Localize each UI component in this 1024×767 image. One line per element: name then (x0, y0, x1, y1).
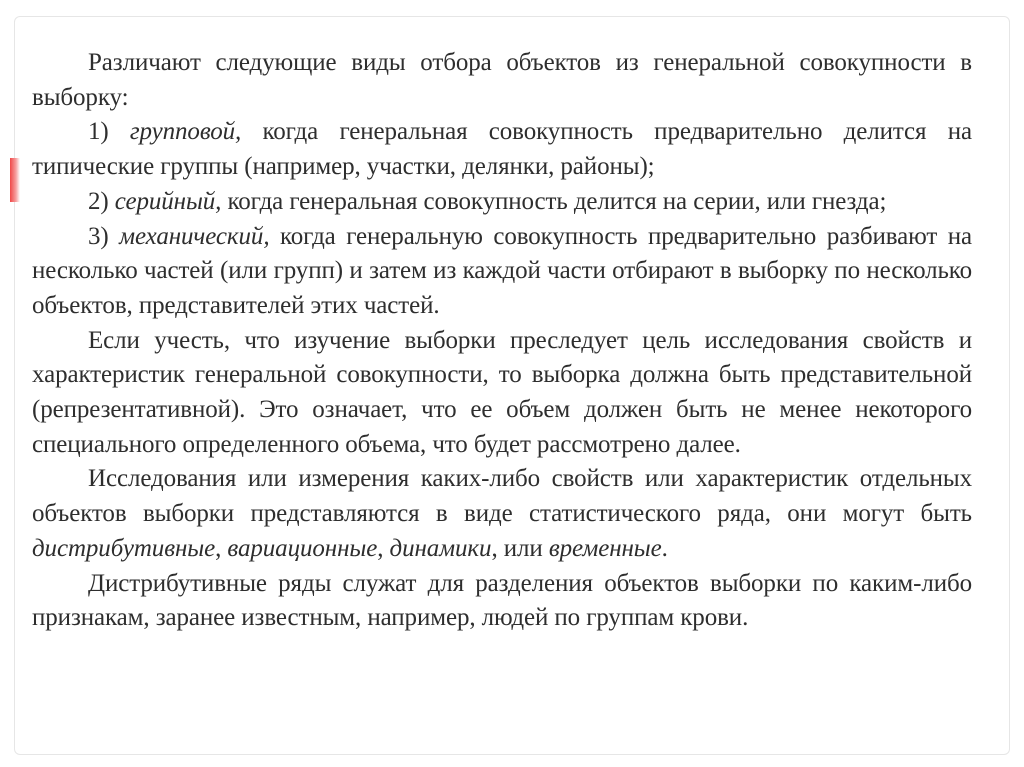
term-temporal: временные (548, 534, 662, 562)
term-distributive: дистрибутивные (32, 534, 216, 562)
term-mechanical: механический, (119, 222, 270, 250)
intro-text: Различают следующие виды отбора объектов из генеральной совокупности в выборку: (32, 49, 972, 111)
item-number: 1) (88, 118, 130, 146)
item-text: когда генеральная совокупность предварительно делится на типические группы (например, участки, делянки, районы); (32, 118, 972, 181)
paragraph-representative (32, 324, 972, 463)
item-number: 3) (88, 222, 120, 250)
accent-mark (10, 158, 20, 202)
separator: , (215, 534, 228, 562)
paragraph-item-mechanical (32, 220, 972, 324)
term-serial: серийный, (114, 187, 222, 215)
distributive-text: Дистрибутивные ряды служат для разделения объектов выборки по каким-либо признакам, заранее известным, например, людей по группам крови. (32, 569, 972, 632)
series-text: Исследования или измерения каких-либо свойств или характеристик отдельных объектов выборки представляются в виде статистического ряда, они могут быть (32, 465, 972, 528)
paragraph-intro (32, 46, 972, 115)
item-text: когда генеральную совокупность предварительно разбивают на несколько частей (или групп) и затем из каждой части отбирают в выборку по несколько объектов, представителей этих частей. (32, 222, 972, 319)
document-body (32, 46, 972, 636)
paragraph-series (32, 462, 972, 566)
paragraph-item-group (32, 115, 972, 184)
paragraph-distributive (32, 567, 972, 636)
term-group: групповой, (129, 118, 242, 146)
separator: , (377, 534, 390, 562)
term-variational: вариационные (227, 534, 378, 562)
period: . (661, 534, 668, 562)
item-text: когда генеральная совокупность делится на серии, или гнезда; (221, 187, 887, 215)
separator: , или (491, 534, 549, 562)
paragraph-item-serial (32, 185, 972, 220)
representative-text: Если учесть, что изучение выборки преследует цель исследования свойств и характеристик генеральной совокупности, то выборка должна быть представительной (репрезентативной). Это означает, что ее объем должен быть не менее некоторого специального определенного объема, что будет рассмотрено далее. (32, 326, 972, 458)
term-dynamics: динамики (389, 534, 492, 562)
item-number: 2) (88, 187, 115, 215)
